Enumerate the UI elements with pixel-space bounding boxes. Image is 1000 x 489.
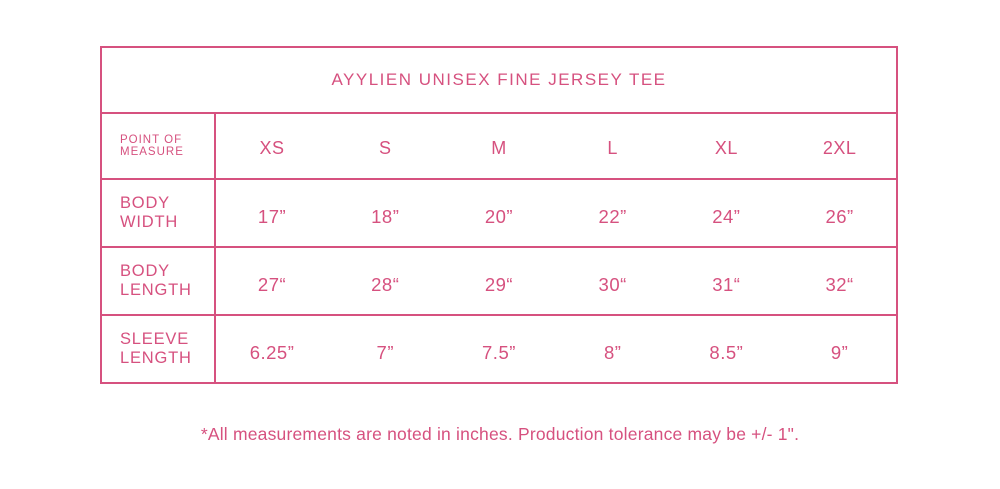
body-length-m: 29“ <box>484 273 514 295</box>
header-row <box>101 113 897 179</box>
size-header-l: L <box>607 138 618 158</box>
point-of-measure-header: POINT OF MEASURE <box>101 113 215 179</box>
body-length-xl: 31“ <box>712 273 741 295</box>
measurement-footnote: *All measurements are noted in inches. Production tolerance may be +/- 1". <box>200 424 800 444</box>
table-row-body-length <box>101 247 897 315</box>
title-row <box>101 47 897 113</box>
body-width-xs: 17” <box>257 205 287 227</box>
body-length-s: 28“ <box>371 273 400 295</box>
row-label-body-width: BODY WIDTH <box>101 179 215 247</box>
body-width-2xl: 26” <box>825 205 854 227</box>
sleeve-length-xs: 6.25” <box>249 341 295 363</box>
chart-title: AYYLIEN UNISEX FINE JERSEY TEE <box>331 70 667 89</box>
body-width-m: 20” <box>484 205 514 227</box>
row-label-body-length: BODY LENGTH <box>101 247 215 315</box>
body-width-l: 22” <box>598 205 627 227</box>
sleeve-length-l: 8” <box>603 341 622 363</box>
body-length-2xl: 32“ <box>825 273 854 295</box>
size-header-m: M <box>491 138 507 158</box>
body-length-l: 30“ <box>598 273 627 295</box>
size-header-xl: XL <box>714 138 738 158</box>
sleeve-length-xl: 8.5” <box>709 341 744 363</box>
table-row-body-width <box>101 179 897 247</box>
size-chart-table <box>100 46 898 384</box>
size-header-s: S <box>379 138 392 158</box>
sleeve-length-m: 7.5” <box>482 341 516 363</box>
body-width-s: 18” <box>371 205 400 227</box>
row-label-sleeve-length: SLEEVE LENGTH <box>101 315 215 383</box>
size-header-xs: XS <box>259 138 285 158</box>
sleeve-length-2xl: 9” <box>830 341 849 363</box>
sleeve-length-s: 7” <box>376 341 394 363</box>
size-header-2xl: 2XL <box>822 138 857 158</box>
table-row-sleeve-length <box>101 315 897 383</box>
body-length-xs: 27“ <box>257 273 287 295</box>
body-width-xl: 24” <box>712 205 741 227</box>
